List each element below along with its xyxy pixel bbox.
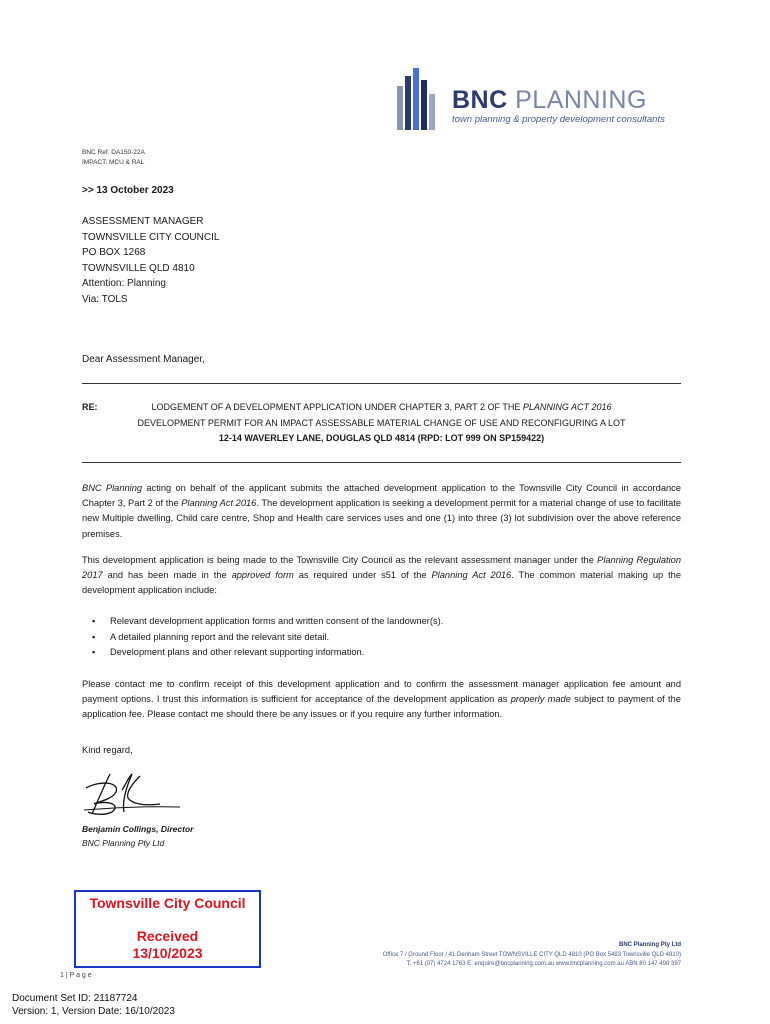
closing: Kind regard, bbox=[82, 745, 133, 755]
subject-line-2: DEVELOPMENT PERMIT FOR AN IMPACT ASSESSABLE MATERIAL CHANGE OF USE AND RECONFIGURING A LOT bbox=[137, 418, 626, 428]
body-paragraph-3 bbox=[82, 677, 681, 723]
signature-image bbox=[82, 770, 182, 818]
stamp-council-name: Townsville City Council bbox=[89, 895, 246, 911]
recipient-line: Via: TOLS bbox=[82, 293, 128, 305]
para2-text-a: This development application is being made to the Townsville City Council as the relevant assessment manager under the bbox=[82, 555, 598, 565]
subject-act-name: PLANNING ACT 2016 bbox=[522, 402, 612, 412]
act-name-italic: Planning Act 2016 bbox=[181, 498, 257, 509]
para1-text-b: . The development application is seeking a development permit for a material change of use to facilitate new Multiple dwelling, Child care centre, Shop and Health care services uses and one (1) into three (3) lot subdivision over the above reference premises. bbox=[82, 498, 681, 539]
subject-line-1-text: LODGEMENT OF A DEVELOPMENT APPLICATION UNDER CHAPTER 3, PART 2 OF THE bbox=[151, 402, 523, 412]
brand-name bbox=[452, 86, 647, 115]
recipient-line: TOWNSVILLE QLD 4810 bbox=[82, 262, 195, 274]
stamp-received: Received bbox=[136, 928, 199, 944]
list-item: ▪ Relevant development application forms and written consent of the landowner(s). bbox=[92, 614, 443, 630]
recipient-line: ASSESSMENT MANAGER bbox=[82, 216, 204, 227]
signer-name: Benjamin Collings, Director bbox=[82, 824, 194, 834]
document-version: Version: 1, Version Date: 16/10/2023 bbox=[12, 1006, 175, 1017]
divider-bottom bbox=[82, 462, 681, 463]
body-paragraph-1 bbox=[82, 481, 681, 542]
properly-made-italic: properly made bbox=[510, 694, 571, 705]
recipient-line: PO BOX 1268 bbox=[82, 247, 146, 258]
impact-type: IMPACT: MCU & RAL bbox=[82, 159, 145, 166]
act-name-italic: Planning Act 2016 bbox=[431, 570, 512, 581]
document-set-id: Document Set ID: 21187724 bbox=[12, 993, 138, 1004]
para2-text-c: as required under s51 of the bbox=[293, 570, 432, 581]
para2-text-d: . The common material making up the development application include: bbox=[82, 570, 681, 596]
list-item: ▪ A detailed planning report and the relevant site detail. bbox=[92, 630, 443, 646]
para2-text-b: and has been made in the bbox=[102, 570, 232, 581]
brand-tagline: town planning & property development consultants bbox=[452, 114, 665, 125]
building-columns-logo-icon bbox=[395, 66, 449, 130]
para3-text-b: subject to payment of the application fee. Please contact me should there be any issues or if you require any further information. bbox=[82, 694, 681, 720]
list-item: ▪ Development plans and other relevant supporting information. bbox=[92, 645, 443, 661]
footer-contact: T: +61 (07) 4724 1763 E: enquire@bncplanning.com.au www.bncplanning.com.au ABN 80 147 498 397 bbox=[406, 961, 681, 967]
subject-line-3: 12-14 WAVERLEY LANE, DOUGLAS QLD 4814 (RPD: LOT 999 ON SP159422) bbox=[218, 433, 545, 443]
material-list bbox=[92, 614, 443, 661]
firm-name-italic: BNC Planning bbox=[82, 483, 143, 493]
footer-company: BNC Planning Pty Ltd bbox=[619, 942, 681, 948]
stamp-date: 13/10/2023 bbox=[132, 945, 203, 961]
body-paragraph-2 bbox=[82, 553, 681, 599]
letter-date: >> 13 October 2023 bbox=[82, 185, 174, 196]
reference-number: BNC Ref. DA150-22A bbox=[82, 149, 145, 156]
para3-text-a: Please contact me to confirm receipt of this development application and to confirm the assessment manager application fee amount and payment options. I trust this information is sufficient for acceptance of the development application as bbox=[82, 679, 681, 705]
recipient-line: TOWNSVILLE CITY COUNCIL bbox=[82, 231, 220, 243]
regulation-name-italic: Planning Regulation 2017 bbox=[82, 555, 682, 581]
divider-top bbox=[82, 383, 681, 384]
approved-form-italic: approved form bbox=[231, 570, 294, 581]
page-number: 1 | P a g e bbox=[60, 972, 92, 979]
footer-address: Office 7 / Ground Floor / 41 Denham Street TOWNSVILLE CITY QLD 4810 (PO Box 5493 Townsville QLD 4810) bbox=[382, 952, 681, 958]
recipient-line: Attention: Planning bbox=[82, 278, 166, 289]
salutation: Dear Assessment Manager, bbox=[82, 354, 205, 365]
para1-text-a: acting on behalf of the applicant submits the attached development application to the Townsville City Council in accordance Chapter 3, Part 2 of the bbox=[82, 483, 681, 509]
brand-bold: BNC bbox=[452, 86, 508, 114]
brand-light: PLANNING bbox=[515, 86, 647, 114]
received-stamp bbox=[74, 890, 261, 968]
subject-label: RE: bbox=[82, 402, 98, 412]
subject-line-1 bbox=[82, 402, 681, 412]
signer-company: BNC Planning Pty Ltd bbox=[82, 838, 165, 848]
